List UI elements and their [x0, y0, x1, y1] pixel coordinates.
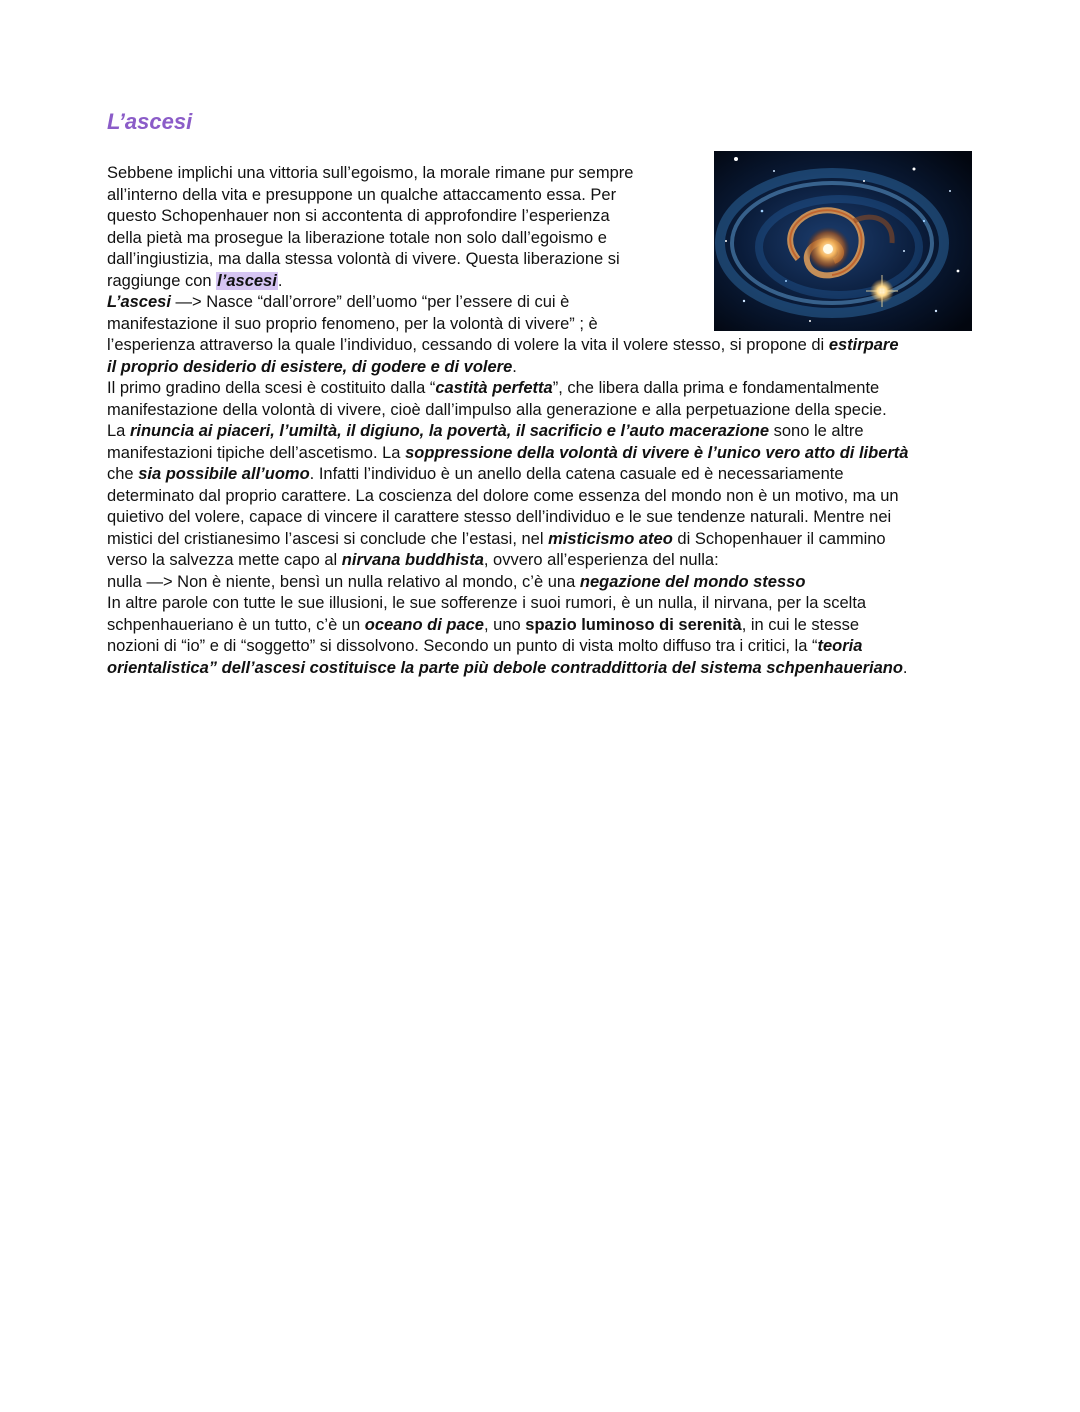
emphasis-text: soppressione della volontà di vivere è l’unico vero atto di libertà — [405, 443, 909, 462]
plain-text: Sebbene implichi una vittoria sull’egoismo, la morale rimane pur sempre — [107, 164, 634, 182]
plain-text: all’interno della vita e presuppone un qualche attaccamento essa. Per — [107, 185, 617, 204]
text-line — [107, 185, 616, 207]
plain-text: Il primo gradino della scesi è costituito dalla “ — [107, 379, 436, 397]
text-line — [107, 163, 633, 185]
emphasis-text: nirvana buddhista — [341, 551, 484, 569]
text-line — [107, 271, 282, 293]
galaxy-image — [714, 151, 972, 331]
text-line — [107, 615, 859, 637]
emphasis-text: teoria — [817, 637, 863, 655]
emphasis-text: negazione del mondo stesso — [579, 572, 806, 591]
emphasis-text: rinuncia ai piaceri, l’umiltà, il digiuno, la povertà, il sacrificio e l’auto macerazione — [129, 422, 770, 440]
plain-text: sono le altre — [769, 422, 864, 440]
text-line — [107, 550, 719, 572]
text-line — [107, 400, 887, 422]
emphasis-text: sia possibile all’uomo — [138, 465, 310, 483]
text-line — [107, 228, 607, 250]
text-line — [107, 378, 879, 400]
emphasis-text: orientalistica” dell’ascesi costituisce la parte più debole contraddittoria del sistema schpenhaueriano — [107, 658, 903, 677]
plain-text: nozioni di “io” e di “soggetto” si dissolvono. Secondo un punto di vista molto diffuso tra i critici, la “ — [107, 637, 818, 655]
emphasis-text: misticismo ateo — [548, 529, 673, 548]
plain-text: manifestazione della volontà di vivere, cioè dall’impulso alla generazione e alla perpetuazione della specie. — [107, 400, 887, 419]
emphasis-text: castità perfetta — [435, 379, 553, 397]
text-line — [107, 249, 620, 271]
plain-text: , uno — [484, 615, 526, 634]
galaxy-illustration — [714, 151, 972, 331]
plain-text: La — [107, 422, 130, 440]
text-line — [107, 529, 886, 551]
text-line — [107, 658, 908, 680]
bold-text: spazio luminoso di serenità — [525, 615, 742, 634]
plain-text: . — [512, 357, 517, 376]
plain-text: ”, che libera dalla prima e fondamentalmente — [552, 379, 880, 397]
text-line — [107, 292, 569, 314]
text-line — [107, 507, 891, 529]
text-line — [107, 572, 805, 594]
plain-text: l’esperienza attraverso la quale l’individuo, cessando di volere la vita il volere stesso, si propone di — [107, 336, 829, 354]
text-line — [107, 593, 866, 615]
plain-text: dall’ingiustizia, ma dalla stessa volontà di vivere. Questa liberazione si — [107, 250, 620, 268]
text-line — [107, 464, 844, 486]
plain-text: schpenhaueriano è un tutto, c’è un — [107, 615, 365, 634]
emphasis-text: L’ascesi — [107, 293, 171, 311]
plain-text: determinato dal proprio carattere. La coscienza del dolore come essenza del mondo non è un motivo, ma un — [107, 486, 899, 505]
plain-text: , ovvero all’esperienza del nulla: — [483, 551, 719, 569]
plain-text: raggiunge con — [107, 271, 217, 290]
emphasis-text: oceano di pace — [364, 615, 484, 634]
plain-text: quietivo del volere, capace di vincere il carattere stesso dell’individuo e le sue tendenze naturali. Mentre nei — [107, 508, 892, 526]
plain-text: di Schopenhauer il cammino — [672, 529, 886, 548]
text-line — [107, 335, 899, 357]
text-line — [107, 636, 862, 658]
plain-text: . — [277, 271, 283, 290]
plain-text: manifestazioni tipiche dell’ascetismo. La — [107, 443, 406, 462]
plain-text: mistici del cristianesimo l’ascesi si conclude che l’estasi, nel — [107, 529, 549, 548]
plain-text: verso la salvezza mette capo al — [107, 551, 342, 569]
plain-text: della pietà ma prosegue la liberazione totale non solo dall’egoismo e — [107, 228, 607, 247]
text-line — [107, 486, 899, 508]
plain-text: . Infatti l’individuo è un anello della catena casuale ed è necessariamente — [309, 465, 844, 483]
plain-text: —> Nasce “dall’orrore” dell’uomo “per l’essere di cui è — [170, 293, 570, 311]
plain-text: In altre parole con tutte le sue illusioni, le sue sofferenze i suoi rumori, è un nulla, il nirvana, per la scelta — [107, 594, 867, 612]
plain-text: . — [902, 658, 908, 677]
plain-text: , in cui le stesse — [741, 615, 860, 634]
emphasis-text: estirpare — [828, 336, 899, 354]
text-line — [107, 314, 598, 336]
text-line — [107, 443, 908, 465]
text-line — [107, 357, 517, 379]
plain-text: questo Schopenhauer non si accontenta di approfondire l’esperienza — [107, 207, 610, 225]
text-line — [107, 206, 610, 228]
emphasis-text: il proprio desiderio di esistere, di godere e di volere — [107, 357, 513, 376]
plain-text: nulla —> Non è niente, bensì un nulla relativo al mondo, c’è una — [107, 572, 580, 591]
text-line — [107, 421, 864, 443]
plain-text: che — [107, 465, 139, 483]
highlighted-text: l’ascesi — [217, 271, 277, 290]
plain-text: manifestazione il suo proprio fenomeno, per la volontà di vivere” ; è — [107, 314, 598, 333]
page-title: L’ascesi — [107, 109, 193, 134]
